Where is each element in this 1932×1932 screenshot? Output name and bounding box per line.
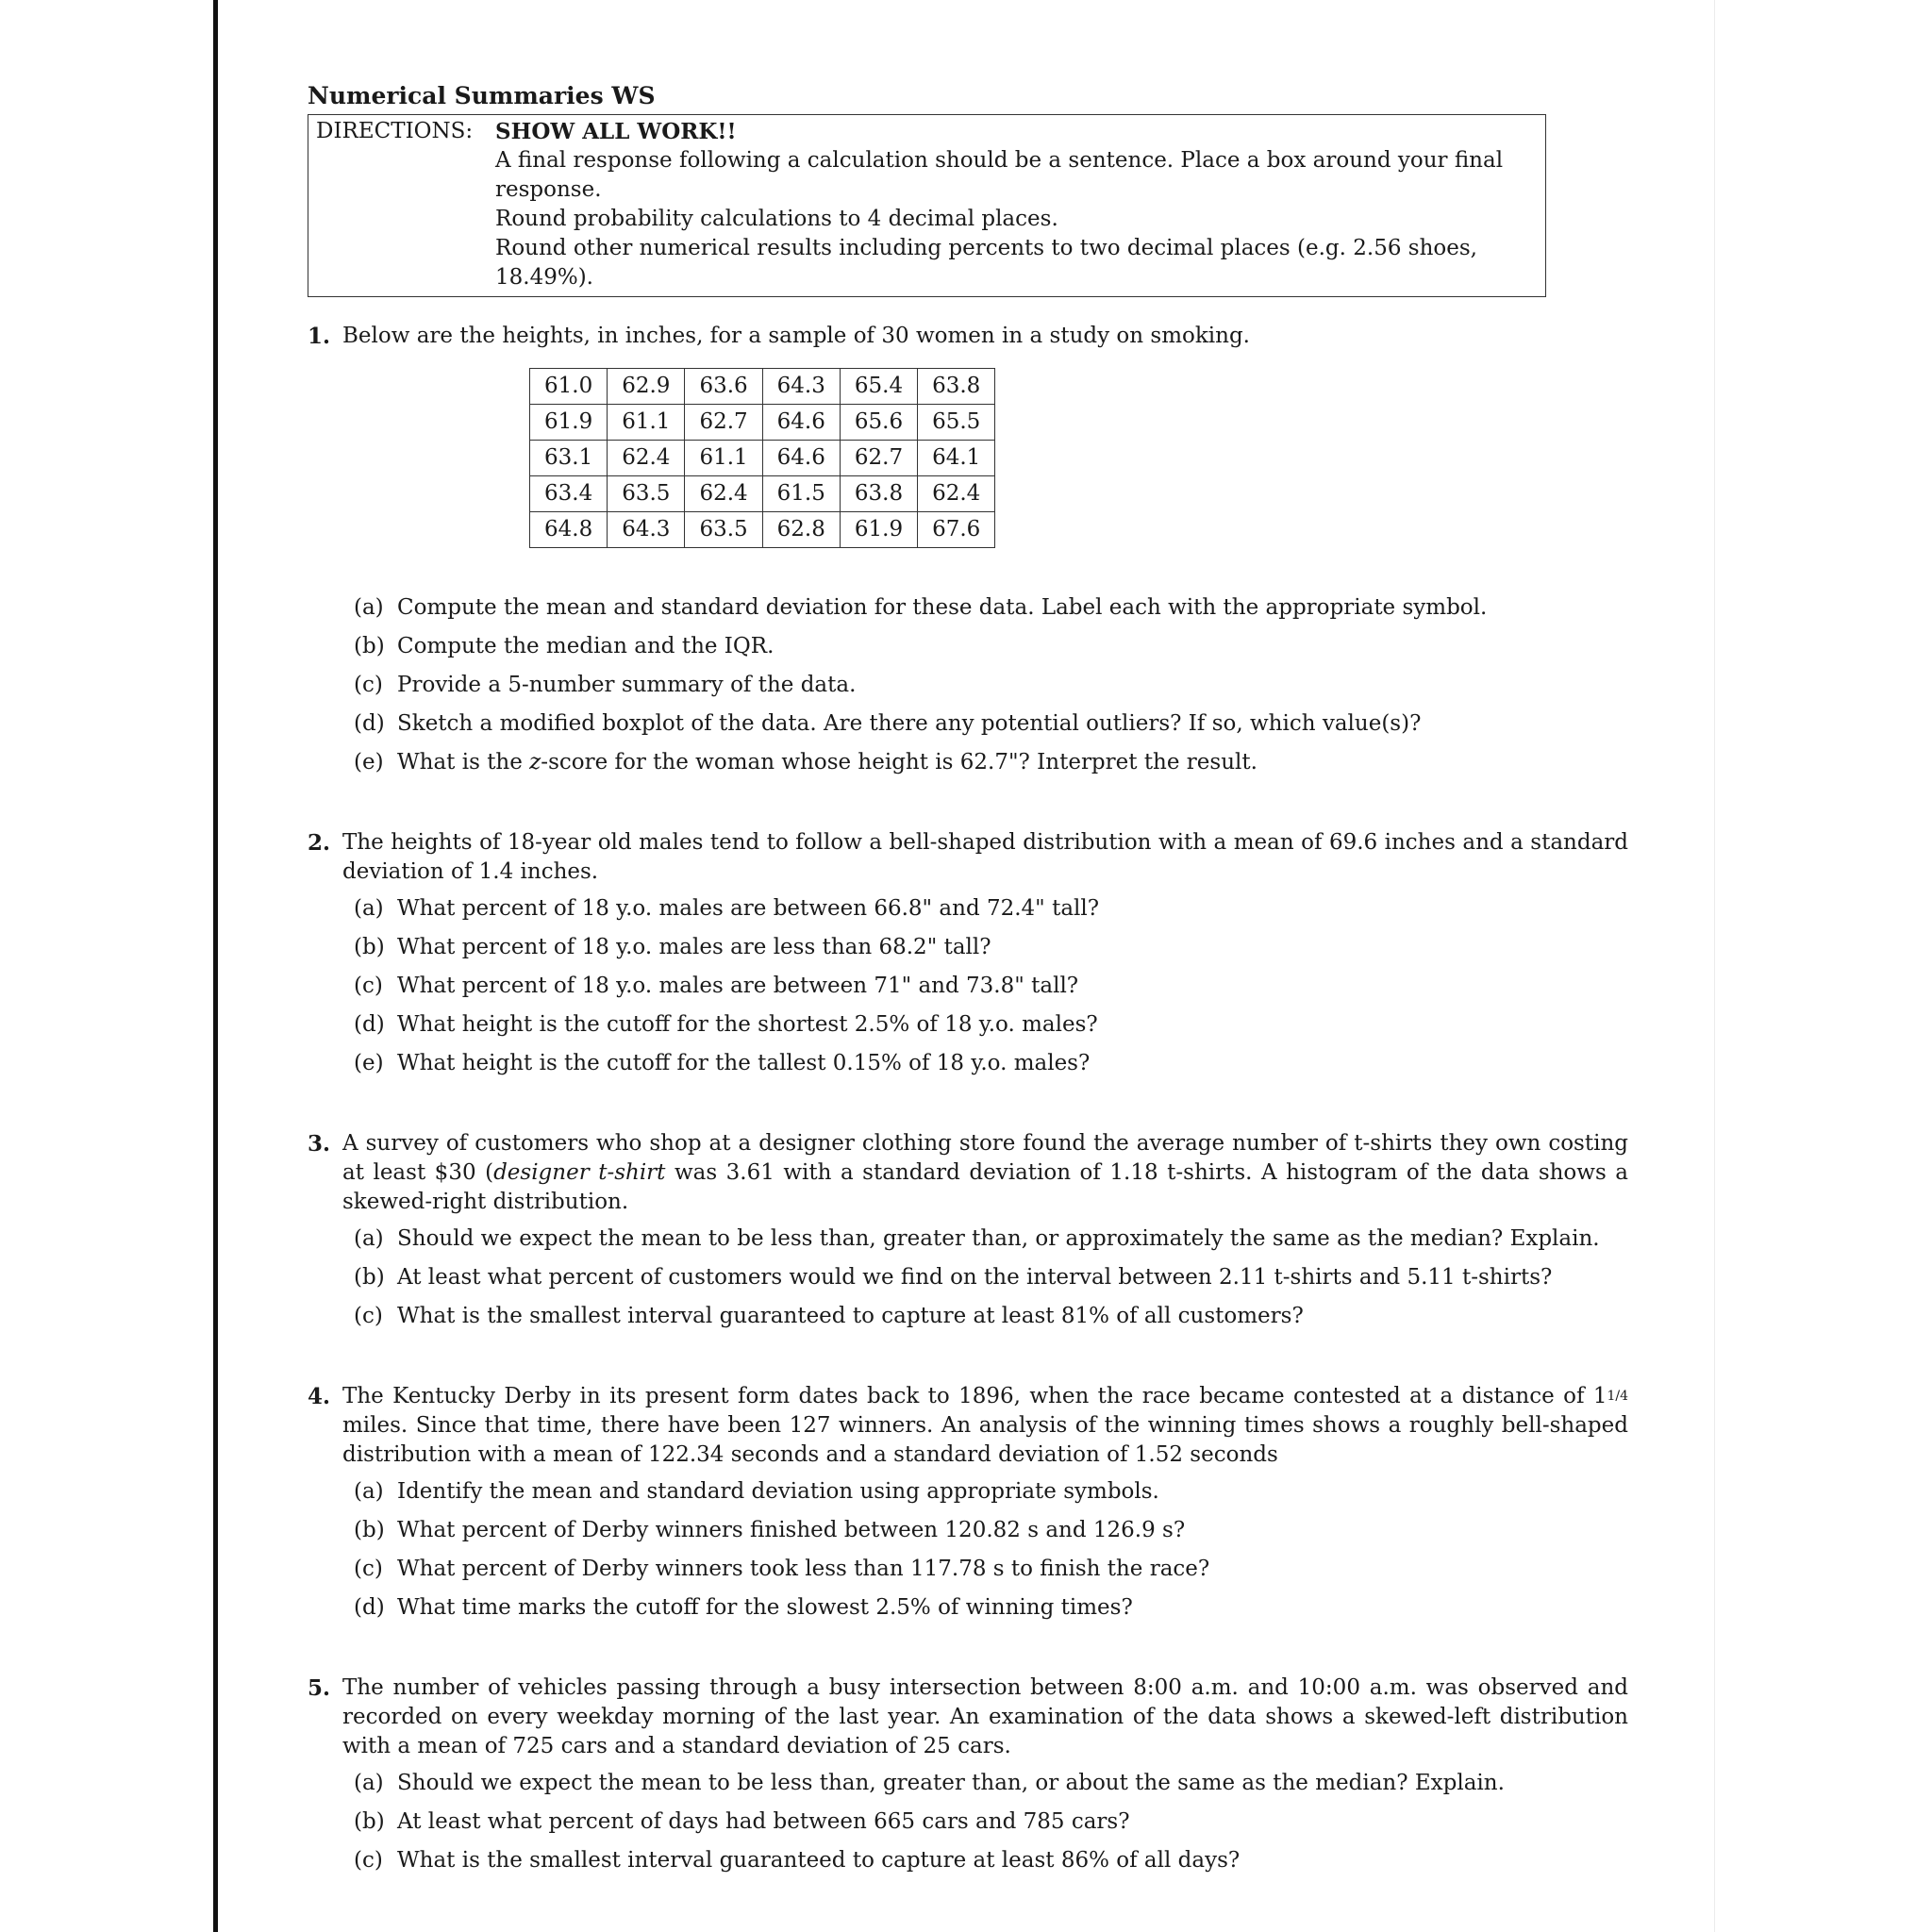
worksheet-page (308, 81, 1628, 1885)
subquestion (354, 1593, 1628, 1623)
question-number: 5. (308, 1675, 331, 1701)
question-text (342, 1382, 1628, 1470)
table-cell: 61.5 (762, 476, 840, 512)
fraction: 1/4 (1607, 1389, 1628, 1404)
subquestion (354, 1807, 1628, 1837)
subquestion-list (354, 1477, 1628, 1623)
table-cell: 61.1 (685, 441, 762, 476)
subquestion-text: Sketch a modified boxplot of the data. Are there any potential outliers? If so, which value(s)? (397, 711, 1422, 736)
table-cell: 67.6 (918, 512, 995, 548)
table-cell: 62.9 (608, 369, 685, 405)
heights-table (529, 368, 995, 548)
subquestion-text: Should we expect the mean to be less than, greater than, or approximately the same as the median? Explain. (397, 1226, 1600, 1251)
subquestion-label: (b) (354, 1809, 385, 1834)
question-body (342, 1129, 1628, 1341)
subquestion (354, 1224, 1628, 1254)
table-cell: 63.4 (530, 476, 608, 512)
table-cell: 64.3 (608, 512, 685, 548)
subquestion-label: (c) (354, 673, 383, 697)
table-cell: 61.9 (530, 405, 608, 441)
subquestion-text: What time marks the cutoff for the slowest 2.5% of winning times? (397, 1595, 1133, 1620)
subquestion (354, 748, 1628, 777)
subquestion-text: Provide a 5-number summary of the data. (397, 673, 857, 697)
subquestion-text: What is the smallest interval guaranteed to capture at least 86% of all days? (397, 1848, 1241, 1873)
table-cell: 63.5 (685, 512, 762, 548)
subquestion-label: (c) (354, 1848, 383, 1873)
subquestion-list (354, 1224, 1628, 1331)
subquestion-text: At least what percent of customers would we find on the interval between 2.11 t-shirts and 5.11 t-shirts? (397, 1265, 1553, 1290)
table-row (530, 441, 995, 476)
subquestion-text: What is the smallest interval guaranteed to capture at least 81% of all customers? (397, 1304, 1304, 1328)
subquestion-text: Compute the mean and standard deviation for these data. Label each with the appropriate symbol. (397, 595, 1488, 620)
subquestion-text (397, 748, 1628, 777)
question-3 (308, 1129, 1628, 1341)
table-cell: 62.4 (608, 441, 685, 476)
subquestion-text: What height is the cutoff for the shortest 2.5% of 18 y.o. males? (397, 1012, 1098, 1037)
directions-box (308, 114, 1546, 297)
subquestion-label: (b) (354, 634, 385, 658)
subquestion-label: (c) (354, 1557, 383, 1581)
subquestion-label: (b) (354, 935, 385, 959)
subquestion-label: (b) (354, 1265, 385, 1290)
table-cell: 64.6 (762, 405, 840, 441)
subquestion-text: What percent of 18 y.o. males are between 71" and 73.8" tall? (397, 974, 1079, 998)
table-cell: 63.8 (840, 476, 917, 512)
subquestion-label: (e) (354, 750, 384, 774)
subquestion-label: (d) (354, 1595, 385, 1620)
table-cell: 62.4 (685, 476, 762, 512)
directions-line: A final response following a calculation should be a sentence. Place a box around your final response. (495, 148, 1504, 202)
subquestion-list (354, 593, 1628, 777)
question-body (342, 828, 1628, 1088)
subquestion-text: Identify the mean and standard deviation using appropriate symbols. (397, 1479, 1159, 1504)
text-segment: miles. Since that time, there have been 127 winners. An analysis of the winning times shows a roughly bell-shaped distribution with a mean of 122.34 seconds and a standard deviation of 1.52 seconds (342, 1413, 1628, 1467)
subquestion (354, 1049, 1628, 1078)
subquestion (354, 1263, 1628, 1292)
subquestion-label: (c) (354, 1304, 383, 1328)
table-row (530, 405, 995, 441)
question-text: The number of vehicles passing through a busy intersection between 8:00 a.m. and 10:00 a.m. was observed and recorded on every weekday morning of the last year. An examination of the data shows a skewed-left distribution with a mean of 725 cars and a standard deviation of 25 cars. (342, 1675, 1628, 1758)
subquestion (354, 1846, 1628, 1875)
table-cell: 62.8 (762, 512, 840, 548)
subquestion (354, 972, 1628, 1001)
subquestion-text: What percent of 18 y.o. males are between 66.8" and 72.4" tall? (397, 896, 1100, 921)
subquestion (354, 1516, 1628, 1545)
text-segment: What is the (397, 750, 530, 774)
question-number: 2. (308, 830, 331, 856)
table-cell: 61.1 (608, 405, 685, 441)
subquestion-label: (d) (354, 711, 385, 736)
subquestion (354, 1302, 1628, 1331)
directions-heading: SHOW ALL WORK!! (495, 119, 737, 144)
question-number: 1. (308, 324, 331, 349)
text-italic: designer t-shirt (493, 1160, 666, 1185)
subquestion-text: Should we expect the mean to be less than, greater than, or about the same as the median? Explain. (397, 1771, 1505, 1795)
text-segment: A survey of customers who shop at a designer clothing store found the average number of t-shirts they own costing at least $30 ( (342, 1131, 1628, 1185)
directions-line: Round probability calculations to 4 decimal places. (495, 207, 1058, 231)
question-1 (308, 322, 1628, 787)
table-row (530, 369, 995, 405)
subquestion-label: (a) (354, 595, 384, 620)
subquestion-text: What percent of Derby winners took less than 117.78 s to finish the race? (397, 1557, 1210, 1581)
table-cell: 64.8 (530, 512, 608, 548)
question-text: Below are the heights, in inches, for a sample of 30 women in a study on smoking. (342, 324, 1250, 348)
table-cell: 62.7 (840, 441, 917, 476)
table-cell: 65.5 (918, 405, 995, 441)
subquestion-label: (c) (354, 974, 383, 998)
table-cell: 62.4 (918, 476, 995, 512)
table-cell: 64.1 (918, 441, 995, 476)
table-cell: 63.6 (685, 369, 762, 405)
table-cell: 63.5 (608, 476, 685, 512)
z-symbol: z (529, 750, 541, 774)
table-cell: 64.3 (762, 369, 840, 405)
text-segment: -score for the woman whose height is 62.7"? Interpret the result. (541, 750, 1257, 774)
subquestion (354, 632, 1628, 661)
directions-line: Round other numerical results including percents to two decimal places (e.g. 2.56 shoes, 18.49%). (495, 236, 1477, 290)
scan-left-border (213, 0, 218, 1932)
subquestion-text: What percent of 18 y.o. males are less than 68.2" tall? (397, 935, 991, 959)
subquestion-label: (a) (354, 1479, 384, 1504)
question-number: 4. (308, 1384, 331, 1409)
question-body (342, 322, 1628, 787)
table-row (530, 512, 995, 548)
table-cell: 63.8 (918, 369, 995, 405)
subquestion (354, 1477, 1628, 1507)
question-5 (308, 1674, 1628, 1885)
question-body (342, 1674, 1628, 1885)
subquestion-label: (d) (354, 1012, 385, 1037)
table-cell: 61.9 (840, 512, 917, 548)
subquestion-label: (a) (354, 1771, 384, 1795)
question-2 (308, 828, 1628, 1088)
table-cell: 65.4 (840, 369, 917, 405)
table-cell: 63.1 (530, 441, 608, 476)
worksheet-title: Numerical Summaries WS (308, 82, 656, 109)
subquestion-text: What percent of Derby winners finished between 120.82 s and 126.9 s? (397, 1518, 1186, 1542)
subquestion (354, 593, 1628, 623)
subquestion (354, 1010, 1628, 1040)
directions-label: DIRECTIONS: (316, 119, 474, 143)
subquestion-label: (b) (354, 1518, 385, 1542)
subquestion (354, 1555, 1628, 1584)
question-4 (308, 1382, 1628, 1632)
subquestion-list (354, 894, 1628, 1078)
subquestion-text: Compute the median and the IQR. (397, 634, 774, 658)
question-text: The heights of 18-year old males tend to follow a bell-shaped distribution with a mean of 69.6 inches and a standard deviation of 1.4 inches. (342, 830, 1628, 884)
subquestion (354, 1769, 1628, 1798)
question-body (342, 1382, 1628, 1632)
subquestion-label: (e) (354, 1051, 384, 1075)
question-text (342, 1129, 1628, 1217)
table-cell: 61.0 (530, 369, 608, 405)
subquestion (354, 933, 1628, 962)
text-segment: The Kentucky Derby in its present form dates back to 1896, when the race became contested at a distance of 1 (342, 1384, 1607, 1408)
subquestion (354, 894, 1628, 924)
page-right-edge (1714, 0, 1715, 1932)
subquestion-label: (a) (354, 896, 384, 921)
subquestion (354, 709, 1628, 739)
question-number: 3. (308, 1131, 331, 1157)
subquestion-text: At least what percent of days had between 665 cars and 785 cars? (397, 1809, 1130, 1834)
subquestion-label: (a) (354, 1226, 384, 1251)
subquestion-list (354, 1769, 1628, 1875)
table-cell: 62.7 (685, 405, 762, 441)
table-cell: 65.6 (840, 405, 917, 441)
table-row (530, 476, 995, 512)
subquestion-text: What height is the cutoff for the tallest 0.15% of 18 y.o. males? (397, 1051, 1091, 1075)
text-segment: was 3.61 with a standard deviation of 1.18 t-shirts. A histogram of the data shows a skewed-right distribution. (342, 1160, 1628, 1214)
directions-body (495, 117, 1538, 292)
subquestion (354, 671, 1628, 700)
table-cell: 64.6 (762, 441, 840, 476)
